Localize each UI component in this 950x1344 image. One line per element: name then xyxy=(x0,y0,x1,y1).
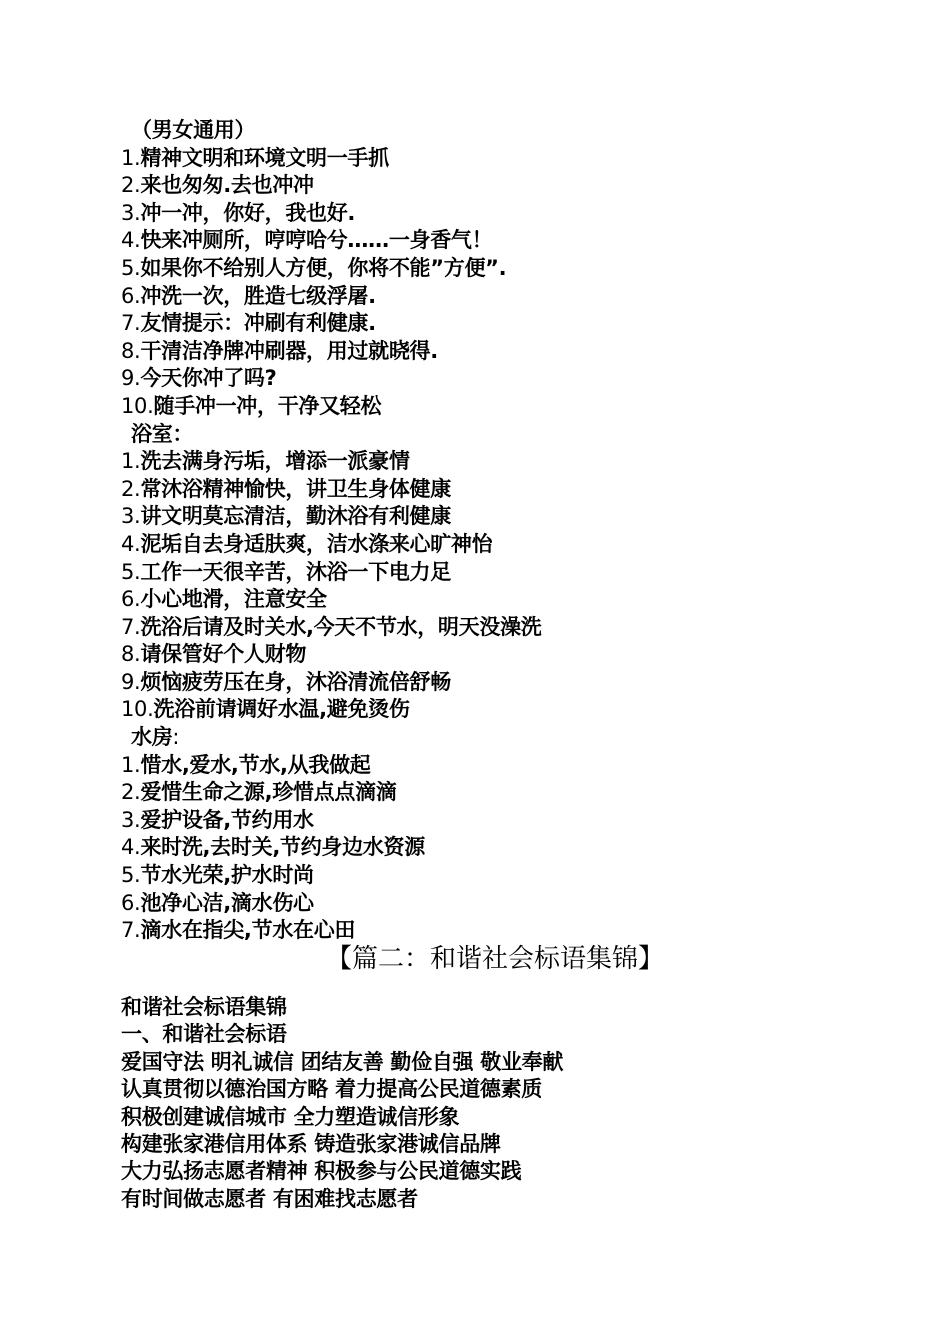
item-text: 爱护设备,节约用水 xyxy=(140,807,314,832)
harmony-line: 认真贯彻以德治国方略 着力提高公民道德素质 xyxy=(121,1077,543,1102)
item-text: 冲洗一次，胜造七级浮屠. xyxy=(140,283,376,308)
list-item xyxy=(121,531,881,559)
waterroom-heading-colon: : xyxy=(172,725,180,750)
harmony-title: 和谐社会标语集锦 xyxy=(121,995,287,1019)
item-number: 5. xyxy=(121,863,141,888)
item-text: 来时洗,去时关,节约身边水资源 xyxy=(140,835,425,860)
item-number: 3. xyxy=(121,504,141,529)
section-title-text: 【篇二：和谐社会标语集锦】 xyxy=(325,944,664,974)
item-text: 洗浴前请调好水温,避免烫伤 xyxy=(153,697,410,722)
item-text: 如果你不给别人方便，你将不能”方便”. xyxy=(140,255,507,280)
item-number: 6. xyxy=(121,283,141,308)
harmony-slogan-block xyxy=(121,994,881,1213)
item-text: 冲一冲，你好，我也好. xyxy=(140,200,356,225)
item-number: 8. xyxy=(121,642,141,667)
item-number: 9. xyxy=(121,366,141,391)
list-item xyxy=(121,172,881,200)
item-text: 烦恼疲劳压在身，沐浴清流倍舒畅 xyxy=(140,669,451,694)
list-item xyxy=(121,503,881,531)
list-item xyxy=(121,227,881,255)
item-number: 7. xyxy=(121,614,141,639)
item-number: 4. xyxy=(121,228,141,253)
item-text: 讲文明莫忘清洁，勤沐浴有利健康 xyxy=(140,504,451,529)
item-number: 9. xyxy=(121,669,141,694)
item-number: 6. xyxy=(121,587,141,612)
waterroom-list xyxy=(121,752,881,945)
list-item xyxy=(121,834,881,862)
list-item xyxy=(121,365,881,393)
list-item xyxy=(121,310,881,338)
item-text: 干清洁净牌冲刷器，用过就晓得. xyxy=(140,338,438,363)
item-text: 工作一天很辛苦，沐浴一下电力足 xyxy=(140,559,451,584)
toilet-heading: （男女通用） xyxy=(131,118,256,142)
list-item xyxy=(121,255,881,283)
item-text: 节水光荣,护水时尚 xyxy=(140,863,314,888)
item-number: 10. xyxy=(121,697,154,722)
list-item xyxy=(121,641,881,669)
list-item xyxy=(121,393,881,421)
harmony-line: 构建张家港信用体系 铸造张家港诚信品牌 xyxy=(121,1131,501,1156)
item-number: 5. xyxy=(121,255,141,280)
item-number: 2. xyxy=(121,173,141,198)
list-item xyxy=(121,614,881,642)
item-number: 6. xyxy=(121,890,141,915)
section-title xyxy=(0,942,950,976)
harmony-line: 大力弘扬志愿者精神 积极参与公民道德实践 xyxy=(121,1159,522,1184)
list-item xyxy=(121,696,881,724)
item-number: 3. xyxy=(121,807,141,832)
item-number: 7. xyxy=(121,311,141,336)
harmony-line: 有时间做志愿者 有困难找志愿者 xyxy=(121,1186,418,1211)
item-text: 洗去满身污垢，增添一派豪情 xyxy=(140,449,410,474)
item-text: 滴水在指尖,节水在心田 xyxy=(140,918,356,943)
item-number: 4. xyxy=(121,835,141,860)
list-item xyxy=(121,890,881,918)
list-item xyxy=(121,200,881,228)
item-text: 泥垢自去身适肤爽，洁水涤来心旷神怡 xyxy=(140,531,493,556)
item-number: 4. xyxy=(121,531,141,556)
item-text: 今天你冲了吗? xyxy=(140,366,277,391)
list-item xyxy=(121,448,881,476)
list-item xyxy=(121,807,881,835)
item-number: 3. xyxy=(121,200,141,225)
item-text: 请保管好个人财物 xyxy=(140,642,307,667)
item-number: 2. xyxy=(121,476,141,501)
list-item xyxy=(121,917,881,945)
item-text: 来也匆匆.去也冲冲 xyxy=(140,173,314,198)
waterroom-heading xyxy=(121,724,881,752)
item-number: 10. xyxy=(121,393,154,418)
list-item xyxy=(121,338,881,366)
item-text: 洗浴后请及时关水,今天不节水，明天没澡洗 xyxy=(140,614,542,639)
item-text: 友情提示：冲刷有利健康. xyxy=(140,311,376,336)
item-text: 随手冲一冲，干净又轻松 xyxy=(153,393,382,418)
item-text: 常沐浴精神愉快，讲卫生身体健康 xyxy=(140,476,451,501)
harmony-line: 爱国守法 明礼诚信 团结友善 勤俭自强 敬业奉献 xyxy=(121,1049,564,1074)
list-item xyxy=(121,779,881,807)
item-number: 8. xyxy=(121,338,141,363)
item-number: 1. xyxy=(121,449,141,474)
list-item xyxy=(121,752,881,780)
list-item xyxy=(121,559,881,587)
waterroom-heading-text: 水房 xyxy=(131,725,173,750)
item-number: 7. xyxy=(121,918,141,943)
item-number: 2. xyxy=(121,780,141,805)
slogan-list-block xyxy=(121,117,881,945)
list-item xyxy=(121,862,881,890)
list-item xyxy=(121,476,881,504)
item-text: 池净心洁,滴水伤心 xyxy=(140,890,314,915)
list-item xyxy=(121,283,881,311)
list-item xyxy=(121,145,881,173)
bathroom-list xyxy=(121,448,881,724)
bathroom-heading: 浴室： xyxy=(131,421,194,446)
item-text: 快来冲厕所，哼哼哈兮……一身香气！ xyxy=(140,228,493,253)
item-text: 精神文明和环境文明一手抓 xyxy=(140,145,389,170)
harmony-line: 积极创建诚信城市 全力塑造诚信形象 xyxy=(121,1104,460,1129)
item-number: 1. xyxy=(121,145,141,170)
toilet-list xyxy=(121,145,881,421)
item-text: 爱惜生命之源,珍惜点点滴滴 xyxy=(140,780,397,805)
item-number: 5. xyxy=(121,559,141,584)
list-item xyxy=(121,669,881,697)
item-number: 1. xyxy=(121,752,141,777)
item-text: 小心地滑，注意安全 xyxy=(140,587,327,612)
list-item xyxy=(121,586,881,614)
harmony-subtitle: 一、和谐社会标语 xyxy=(121,1022,287,1047)
item-text: 惜水,爱水,节水,从我做起 xyxy=(140,752,371,777)
